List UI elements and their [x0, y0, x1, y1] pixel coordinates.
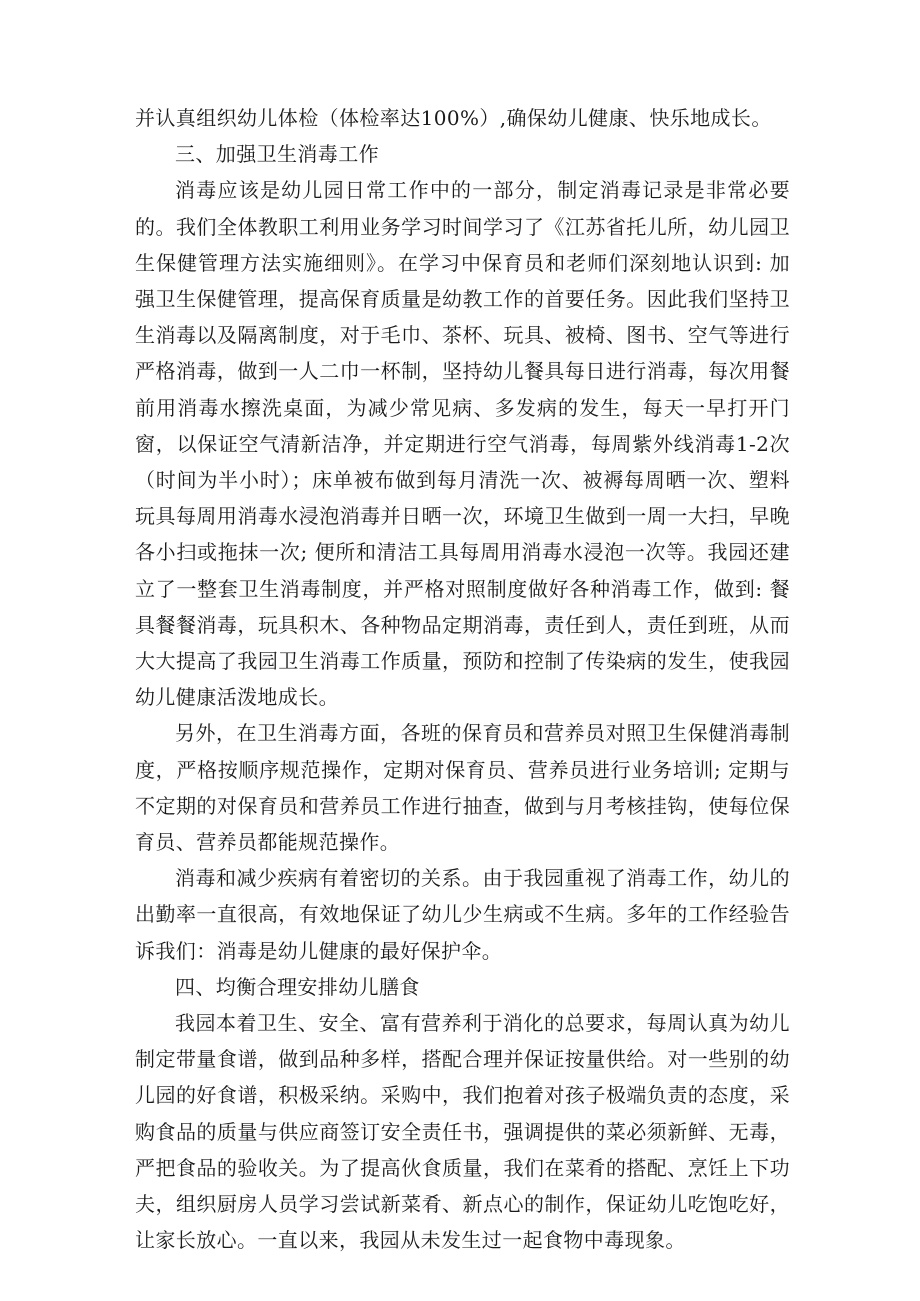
paragraph-continuation: 并认真组织幼儿体检（体检率达100%）,确保幼儿健康、快乐地成长。 [135, 106, 772, 130]
section-heading-3: 三、加强卫生消毒工作 [175, 142, 379, 167]
paragraph-disinfection: 消毒应该是幼儿园日常工作中的一部分，制定消毒记录是非常必要的。我们全体教职工利用业务学习时间学习了《江苏省托儿所，幼儿园卫生保健管理方法实施细则》。在学习中保育员和老师们深刻地认识到: 加强卫生保健管理，提高保育质量是幼教工作的首要任务。因此我们坚持卫生消毒以及隔离制度，对于毛巾、茶杯、玩具、被椅、图书、空气等进行严格消毒，做到一人二巾一杯制，坚持幼儿餐具每日进行消毒，每次用餐前用消毒水擦洗桌面，为减少常见病、多发病的发生，每天一早打开门窗，以保证空气清新洁净，并定期进行空气消毒，每周紫外线消毒1-2次（时间为半小时）；床单被布做到每月清洗一次、被褥每周晒一次、塑料玩具每周用消毒水浸泡消毒并日晒一次，环境卫生做到一周一大扫，早晚各小扫或拖抹一次; 便所和清洁工具每周用消毒水浸泡一次等。我园还建立了一整套卫生消毒制度，并严格对照制度做好各种消毒工作，做到: 餐具餐餐消毒，玩具积木、各种物品定期消毒，责任到人，责任到班，从而大大提高了我园卫生消毒工作质量，预防和控制了传染病的发生，使我园幼儿健康活泼地成长。 [135, 178, 790, 710]
paragraph-disease-prevention: 消毒和减少疾病有着密切的关系。由于我园重视了消毒工作，幼儿的出勤率一直很高，有效地保证了幼儿少生病或不生病。多年的工作经验告诉我们：消毒是幼儿健康的最好保护伞。 [135, 866, 790, 963]
paragraph-staff-training: 另外，在卫生消毒方面，各班的保育员和营养员对照卫生保健消毒制度，严格按顺序规范操作，定期对保育员、营养员进行业务培训; 定期与不定期的对保育员和营养员工作进行抽查，做到与月考核挂钩，使每位保育员、营养员都能规范操作。 [135, 721, 790, 855]
section-heading-4: 四、均衡合理安排幼儿膳食 [175, 974, 420, 999]
document-body [135, 100, 790, 1259]
paragraph-meals: 我园本着卫生、安全、富有营养利于消化的总要求，每周认真为幼儿制定带量食谱，做到品种多样，搭配合理并保证按量供给。对一些别的幼儿园的好食谱，积极采纳。采购中，我们抱着对孩子极端负责的态度，采购食品的质量与供应商签订安全责任书，强调提供的菜必须新鲜、无毒，严把食品的验收关。为了提高伙食质量，我们在菜肴的搭配、烹饪上下功夫，组织厨房人员学习尝试新菜肴、新点心的制作，保证幼儿吃饱吃好，让家长放心。一直以来，我园从未发生过一起食物中毒现象。 [135, 1011, 790, 1253]
